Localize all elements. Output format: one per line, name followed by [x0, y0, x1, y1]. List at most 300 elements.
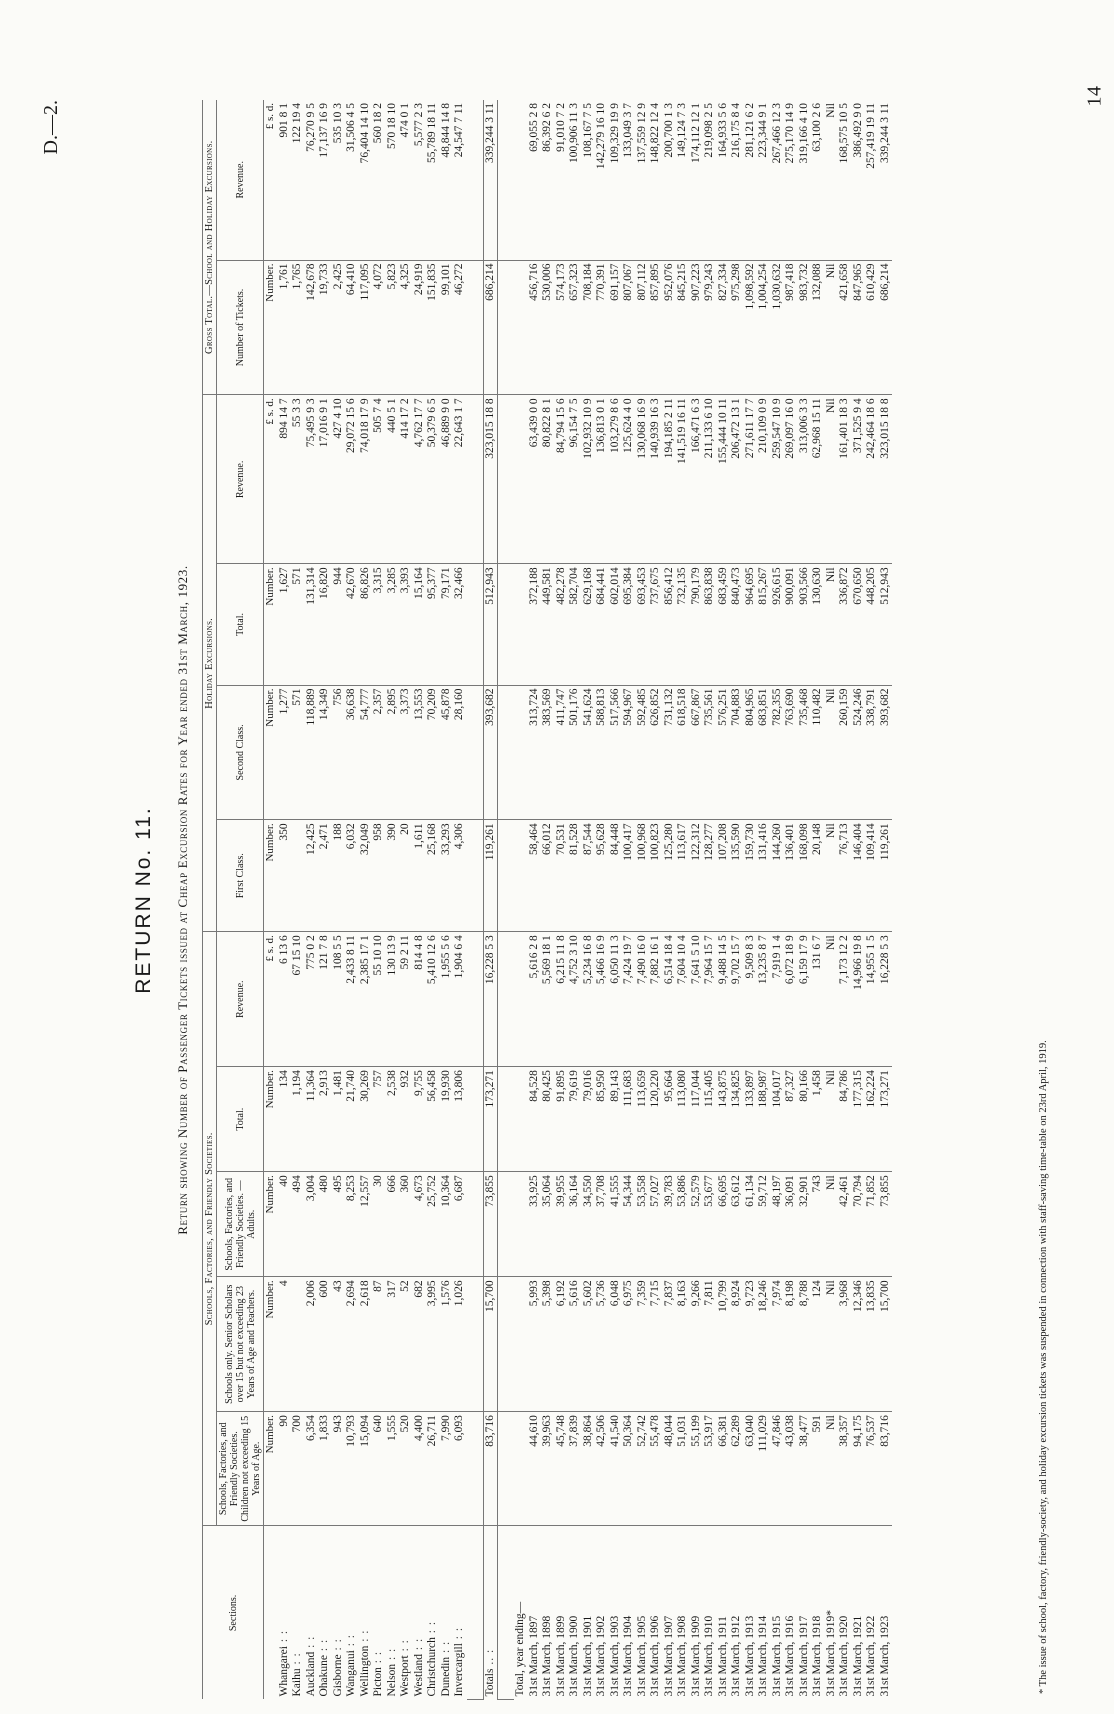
section-row: [332, 100, 346, 1700]
totals-row: [483, 100, 498, 1700]
table-cell: 62,289: [730, 1412, 744, 1526]
table-cell: 31,506 4 5: [345, 100, 359, 260]
table-cell: 39,963: [541, 1412, 555, 1526]
table-cell: 76,270 9 5: [305, 100, 319, 260]
table-cell: 80,425: [541, 1067, 555, 1172]
unit-row: [264, 100, 278, 1700]
table-cell: 32,466: [453, 564, 467, 685]
table-cell: 84,528: [528, 1067, 542, 1172]
table-cell: 63,612: [730, 1172, 744, 1277]
table-cell: 128,277: [703, 820, 717, 932]
table-cell: 84,448: [609, 820, 623, 932]
table-cell: 6,032: [345, 820, 359, 932]
table-cell: 6,050 11 3: [609, 932, 623, 1067]
row-label-text: 31st March, 1910: [703, 1615, 715, 1697]
table-cell: 857,895: [649, 260, 663, 395]
row-label: [703, 1526, 717, 1700]
table-cell: 5,736: [595, 1277, 609, 1412]
table-cell: 3,004: [305, 1172, 319, 1277]
table-cell: [514, 1412, 528, 1526]
header-total: Total.: [217, 1067, 264, 1172]
table-cell: 46,272: [453, 260, 467, 395]
table-cell: 16,228 5 3: [483, 932, 498, 1067]
table-cell: 1,026: [453, 1277, 467, 1412]
table-cell: 66,381: [717, 1412, 731, 1526]
table-cell: 173,271: [879, 1067, 893, 1172]
table-cell: 119,261: [483, 820, 498, 932]
table-cell: 10,793: [345, 1412, 359, 1526]
table-cell: 1,004,254: [757, 260, 771, 395]
table-cell: 574,173: [555, 260, 569, 395]
table-cell: 12,425: [305, 820, 319, 932]
table-cell: 807,067: [622, 260, 636, 395]
row-label-text: 31st March, 1902: [595, 1615, 607, 1697]
table-cell: 691,157: [609, 260, 623, 395]
table-cell: 5,398: [541, 1277, 555, 1412]
row-label-text: Auckland: [304, 1651, 317, 1697]
table-cell: 59 2 11: [399, 932, 413, 1067]
table-cell: 119,261: [879, 820, 893, 932]
table-cell: 47,846: [771, 1412, 785, 1526]
table-cell: 983,732: [798, 260, 812, 395]
table-cell: 317: [386, 1277, 400, 1412]
table-cell: 219,098 2 5: [703, 100, 717, 260]
unit-cell: Number.: [264, 564, 278, 685]
table-cell: 42,506: [595, 1412, 609, 1526]
table-cell: 5,602: [582, 1277, 596, 1412]
table-cell: 592,485: [636, 685, 650, 820]
row-label-text: Westport: [399, 1655, 411, 1697]
spacer-cell: [467, 1526, 484, 1700]
table-cell: 8,198: [784, 1277, 798, 1412]
table-cell: 763,690: [784, 685, 798, 820]
table-cell: 58,464: [528, 820, 542, 932]
table-cell: 5,234 16 8: [582, 932, 596, 1067]
row-label-text: 31st March, 1921: [851, 1615, 864, 1697]
table-cell: 4,762 17 7: [413, 395, 427, 564]
table-cell: 1,458: [811, 1067, 825, 1172]
table-cell: 131,416: [757, 820, 771, 932]
leader-dots: : :: [426, 1620, 438, 1638]
table-cell: 168,098: [798, 820, 812, 932]
row-label-text: 31st March, 1908: [676, 1615, 688, 1697]
table-cell: 24,919: [413, 260, 427, 395]
year-row: [825, 100, 839, 1700]
table-cell: 63,040: [744, 1412, 758, 1526]
table-cell: 94,175: [852, 1412, 866, 1526]
return-subtitle: Return showing Number of Passenger Tickets issued at Cheap Excursion Rates for Year ended 31st March, 1923.: [175, 565, 190, 1235]
table-cell: 104,017: [771, 1067, 785, 1172]
table-cell: 524,246: [852, 685, 866, 820]
table-cell: 1,627: [278, 564, 292, 685]
row-label: [426, 1526, 440, 1700]
table-cell: 3,995: [426, 1277, 440, 1412]
table-cell: 3,393: [399, 564, 413, 685]
table-cell: 666: [386, 1172, 400, 1277]
row-label: [440, 1526, 454, 1700]
table-cell: 6,354: [305, 1412, 319, 1526]
spacer-cell: [467, 1277, 484, 1412]
table-cell: 571: [291, 564, 305, 685]
table-cell: 29,072 15 6: [345, 395, 359, 564]
table-cell: 775 0 2: [305, 932, 319, 1067]
row-label-text: 31st March, 1916: [784, 1615, 796, 1697]
table-cell: 360: [399, 1172, 413, 1277]
table-cell: 704,883: [730, 685, 744, 820]
table-cell: 323,015 18 8: [483, 395, 498, 564]
table-cell: 28,160: [453, 685, 467, 820]
table-cell: 1,194: [291, 1067, 305, 1172]
row-label: [852, 1526, 866, 1700]
unit-cell: Number.: [264, 820, 278, 932]
table-cell: [514, 932, 528, 1067]
row-label-text: 31st March, 1897: [527, 1615, 540, 1697]
table-cell: 38,864: [582, 1412, 596, 1526]
table-cell: 108 5 5: [332, 932, 346, 1067]
table-cell: 339,244 3 11: [483, 100, 498, 260]
year-row: [879, 100, 893, 1700]
table-cell: 142,678: [305, 260, 319, 395]
table-cell: 686,214: [483, 260, 498, 395]
table-cell: 1,611: [413, 820, 427, 932]
table-cell: 6 13 6: [278, 932, 292, 1067]
row-label-text: 31st March, 1905: [635, 1615, 648, 1697]
row-label: [636, 1526, 650, 1700]
row-label-text: 31st March, 1919*: [824, 1609, 837, 1697]
row-label-text: 31st March, 1900: [568, 1615, 580, 1697]
row-label: [318, 1526, 332, 1700]
row-label: [771, 1526, 785, 1700]
leader-dots: : :: [345, 1634, 357, 1651]
table-cell: 34,550: [582, 1172, 596, 1277]
table-cell: 3,968: [838, 1277, 852, 1412]
leader-dots: : :: [277, 1629, 290, 1647]
table-cell: 124: [811, 1277, 825, 1412]
year-row: [852, 100, 866, 1700]
table-cell: 38,357: [838, 1412, 852, 1526]
table-cell: 137,559 12 9: [636, 100, 650, 260]
table-cell: 530,006: [541, 260, 555, 395]
header-children: Schools, Factories, and Friendly Societies. Children not exceeding 15 Years of Age.: [217, 1412, 264, 1526]
table-cell: 448,205: [865, 564, 879, 685]
table-cell: 216,175 8 4: [730, 100, 744, 260]
table-cell: 339,244 3 11: [879, 100, 893, 260]
table-cell: 71,852: [865, 1172, 879, 1277]
table-cell: 70,531: [555, 820, 569, 932]
year-row: [811, 100, 825, 1700]
row-label: [784, 1526, 798, 1700]
leader-dots: : :: [304, 1635, 317, 1652]
table-cell: 2,006: [305, 1277, 319, 1412]
spacer-cell: [498, 1067, 515, 1172]
table-cell: 670,650: [852, 564, 866, 685]
table-cell: 134,825: [730, 1067, 744, 1172]
table-cell: 55 10 10: [372, 932, 386, 1067]
table-cell: 87,327: [784, 1067, 798, 1172]
header-first-class: First Class.: [217, 820, 264, 932]
table-cell: 10,799: [717, 1277, 731, 1412]
table-cell: 2,538: [386, 1067, 400, 1172]
row-label-text: 31st March, 1901: [581, 1615, 594, 1697]
table-cell: 42,461: [838, 1172, 852, 1277]
row-label: [879, 1526, 893, 1700]
table-cell: 732,135: [676, 564, 690, 685]
spacer-cell: [498, 685, 515, 820]
table-cell: 6,215 11 8: [555, 932, 569, 1067]
table-cell: Nil: [825, 260, 839, 395]
table-cell: 91,895: [555, 1067, 569, 1172]
table-cell: 323,015 18 8: [879, 395, 893, 564]
table-cell: 520: [399, 1412, 413, 1526]
section-row: [278, 100, 292, 1700]
table-cell: 66,695: [717, 1172, 731, 1277]
table-cell: 24,547 7 11: [453, 100, 467, 260]
table-cell: 85,950: [595, 1067, 609, 1172]
table-cell: 39,955: [555, 1172, 569, 1277]
document-code: D.—2.: [40, 100, 62, 155]
table-cell: 856,412: [663, 564, 677, 685]
table-cell: 901 8 1: [278, 100, 292, 260]
table-cell: 86,826: [359, 564, 373, 685]
table-cell: 9,755: [413, 1067, 427, 1172]
table-cell: 32,901: [798, 1172, 812, 1277]
table-cell: 44,610: [528, 1412, 542, 1526]
table-cell: 108,167 7 5: [582, 100, 596, 260]
table-cell: 194,185 2 11: [663, 395, 677, 564]
section-row: [453, 100, 467, 1700]
row-label: [730, 1526, 744, 1700]
row-label: [865, 1526, 879, 1700]
table-cell: 501,176: [568, 685, 582, 820]
table-cell: 66,012: [541, 820, 555, 932]
table-cell: 118,889: [305, 685, 319, 820]
table-cell: 6,093: [453, 1412, 467, 1526]
row-label-text: 31st March, 1906: [649, 1615, 661, 1697]
table-cell: 5,577 2 3: [413, 100, 427, 260]
unit-cell: £ s. d.: [264, 100, 278, 260]
table-cell: 600: [318, 1277, 332, 1412]
header-gross-revenue: Revenue.: [217, 100, 264, 260]
header-sections: Sections.: [203, 1526, 264, 1700]
table-cell: 535 10 3: [332, 100, 346, 260]
year-row: [703, 100, 717, 1700]
table-cell: 102,932 10 9: [582, 395, 596, 564]
table-cell: 177,315: [852, 1067, 866, 1172]
table-cell: 743: [811, 1172, 825, 1277]
table-cell: 271,611 17 7: [744, 395, 758, 564]
table-cell: 958: [372, 820, 386, 932]
row-label-text: Westland: [412, 1653, 425, 1697]
table-cell: 103,279 8 6: [609, 395, 623, 564]
row-label-text: 31st March, 1918: [811, 1615, 823, 1697]
row-label: [798, 1526, 812, 1700]
year-heading-row: [514, 100, 528, 1700]
table-cell: 50,364: [622, 1412, 636, 1526]
table-cell: 12,346: [852, 1277, 866, 1412]
table-cell: 6,514 18 4: [663, 932, 677, 1067]
table-cell: 57,027: [649, 1172, 663, 1277]
table-cell: 161,401 18 3: [838, 395, 852, 564]
table-cell: 944: [332, 564, 346, 685]
section-row: [386, 100, 400, 1700]
table-cell: [514, 564, 528, 685]
table-cell: 55,199: [690, 1412, 704, 1526]
table-cell: 5,616 2 8: [528, 932, 542, 1067]
table-cell: 117,095: [359, 260, 373, 395]
table-cell: Nil: [825, 1067, 839, 1172]
table-cell: 51,031: [676, 1412, 690, 1526]
year-row: [784, 100, 798, 1700]
row-label-text: Kaihu: [291, 1668, 303, 1697]
section-row: [426, 100, 440, 1700]
table-cell: 7,641 5 10: [690, 932, 704, 1067]
year-row: [636, 100, 650, 1700]
row-label: [345, 1526, 359, 1700]
table-cell: 267,466 12 3: [771, 100, 785, 260]
table-cell: 505 7 4: [372, 395, 386, 564]
table-cell: 125,280: [663, 820, 677, 932]
table-cell: 932: [399, 1067, 413, 1172]
table-cell: 979,243: [703, 260, 717, 395]
table-cell: 737,675: [649, 564, 663, 685]
table-cell: 17,016 9 1: [318, 395, 332, 564]
spacer-cell: [498, 1277, 515, 1412]
row-label-text: 31st March, 1912: [730, 1615, 742, 1697]
table-cell: 7,811: [703, 1277, 717, 1412]
table-cell: 117,044: [690, 1067, 704, 1172]
table-cell: 7,604 10 4: [676, 932, 690, 1067]
table-cell: Nil: [825, 1412, 839, 1526]
table-cell: 111,029: [757, 1412, 771, 1526]
table-cell: 350: [278, 820, 292, 932]
table-cell: 1,277: [278, 685, 292, 820]
table-cell: 15,094: [359, 1412, 373, 1526]
row-label-text: 31st March, 1909: [689, 1615, 702, 1697]
table-cell: 807,112: [636, 260, 650, 395]
table-cell: 81,528: [568, 820, 582, 932]
table-cell: 33,293: [440, 820, 454, 932]
table-cell: 11,364: [305, 1067, 319, 1172]
table-cell: 494: [291, 1172, 305, 1277]
table-cell: 113,659: [636, 1067, 650, 1172]
table-cell: 59,712: [757, 1172, 771, 1277]
table-cell: 132,088: [811, 260, 825, 395]
table-cell: [514, 100, 528, 260]
table-cell: Nil: [825, 685, 839, 820]
table-cell: 814 4 8: [413, 932, 427, 1067]
table-cell: 74,018 17 9: [359, 395, 373, 564]
table-cell: 91,010 7 2: [555, 100, 569, 260]
spacer-cell: [498, 1526, 515, 1700]
table-cell: 135,590: [730, 820, 744, 932]
table-cell: 20,148: [811, 820, 825, 932]
table-cell: 120,220: [649, 1067, 663, 1172]
table-cell: 393,682: [879, 685, 893, 820]
table-cell: 155,444 10 11: [717, 395, 731, 564]
table-cell: 144,260: [771, 820, 785, 932]
table-cell: 6,975: [622, 1277, 636, 1412]
row-label-text: 31st March, 1911: [716, 1616, 729, 1697]
section-row: [291, 100, 305, 1700]
table-cell: 53,558: [636, 1172, 650, 1277]
row-label: [744, 1526, 758, 1700]
section-row: [413, 100, 427, 1700]
table-cell: [514, 395, 528, 564]
row-label: [690, 1526, 704, 1700]
table-cell: 107,208: [717, 820, 731, 932]
row-label-text: Wellington: [358, 1645, 371, 1697]
table-cell: 2,618: [359, 1277, 373, 1412]
table-cell: 25,752: [426, 1172, 440, 1277]
table-cell: 7,424 19 7: [622, 932, 636, 1067]
table-cell: 845,215: [676, 260, 690, 395]
section-row: [440, 100, 454, 1700]
table-cell: 1,555: [386, 1412, 400, 1526]
table-cell: 735,561: [703, 685, 717, 820]
header-revenue: Revenue.: [217, 932, 264, 1067]
row-label-text: 31st March, 1898: [541, 1615, 553, 1697]
footnote: * The issue of school, factory, friendly-society, and holiday excursion tickets was suspended in connection with staff-saving time-table on 23rd April, 1919.: [1038, 1040, 1049, 1694]
table-cell: 591: [811, 1412, 825, 1526]
spacer-cell: [498, 100, 515, 260]
table-cell: Nil: [825, 1172, 839, 1277]
header-group-gross: Gross Total.—School and Holiday Excursions.: [203, 100, 217, 395]
table-cell: 275,170 14 9: [784, 100, 798, 260]
spacer-cell: [498, 820, 515, 932]
table-cell: 84,794 15 6: [555, 395, 569, 564]
table-cell: 16,820: [318, 564, 332, 685]
year-row: [622, 100, 636, 1700]
row-label-text: 31st March, 1920: [838, 1615, 850, 1697]
table-cell: [291, 820, 305, 932]
spacer-cell: [467, 395, 484, 564]
table-cell: 174,112 12 1: [690, 100, 704, 260]
table-cell: 100,968: [636, 820, 650, 932]
table-cell: 684,441: [595, 564, 609, 685]
table-cell: 411,747: [555, 685, 569, 820]
table-cell: 4: [278, 1277, 292, 1412]
row-label: [305, 1526, 319, 1700]
table-cell: 987,418: [784, 260, 798, 395]
table-cell: 3,315: [372, 564, 386, 685]
table-cell: 42,670: [345, 564, 359, 685]
table-cell: 87: [372, 1277, 386, 1412]
table-cell: 7,490 16 0: [636, 932, 650, 1067]
leader-dots: : :: [291, 1652, 303, 1669]
table-cell: 143,875: [717, 1067, 731, 1172]
table-cell: 121 7 8: [318, 932, 332, 1067]
table-cell: 90: [278, 1412, 292, 1526]
row-label-text: Totals: [483, 1668, 496, 1697]
table-cell: 79,171: [440, 564, 454, 685]
table-cell: 693,453: [636, 564, 650, 685]
table-cell: 757: [372, 1067, 386, 1172]
table-cell: 4,306: [453, 820, 467, 932]
table-cell: 4,325: [399, 260, 413, 395]
table-cell: 7,974: [771, 1277, 785, 1412]
table-cell: 2,357: [372, 685, 386, 820]
table-cell: 5,616: [568, 1277, 582, 1412]
spacer-cell: [467, 100, 484, 260]
unit-cell: Number.: [264, 1277, 278, 1412]
table-cell: 20: [399, 820, 413, 932]
table-cell: [514, 260, 528, 395]
table-cell: 210,109 0 9: [757, 395, 771, 564]
leader-dots: : :: [358, 1629, 371, 1646]
unit-cell: £ s. d.: [264, 932, 278, 1067]
table-cell: 338,791: [865, 685, 879, 820]
table-cell: 63,439 0 0: [528, 395, 542, 564]
